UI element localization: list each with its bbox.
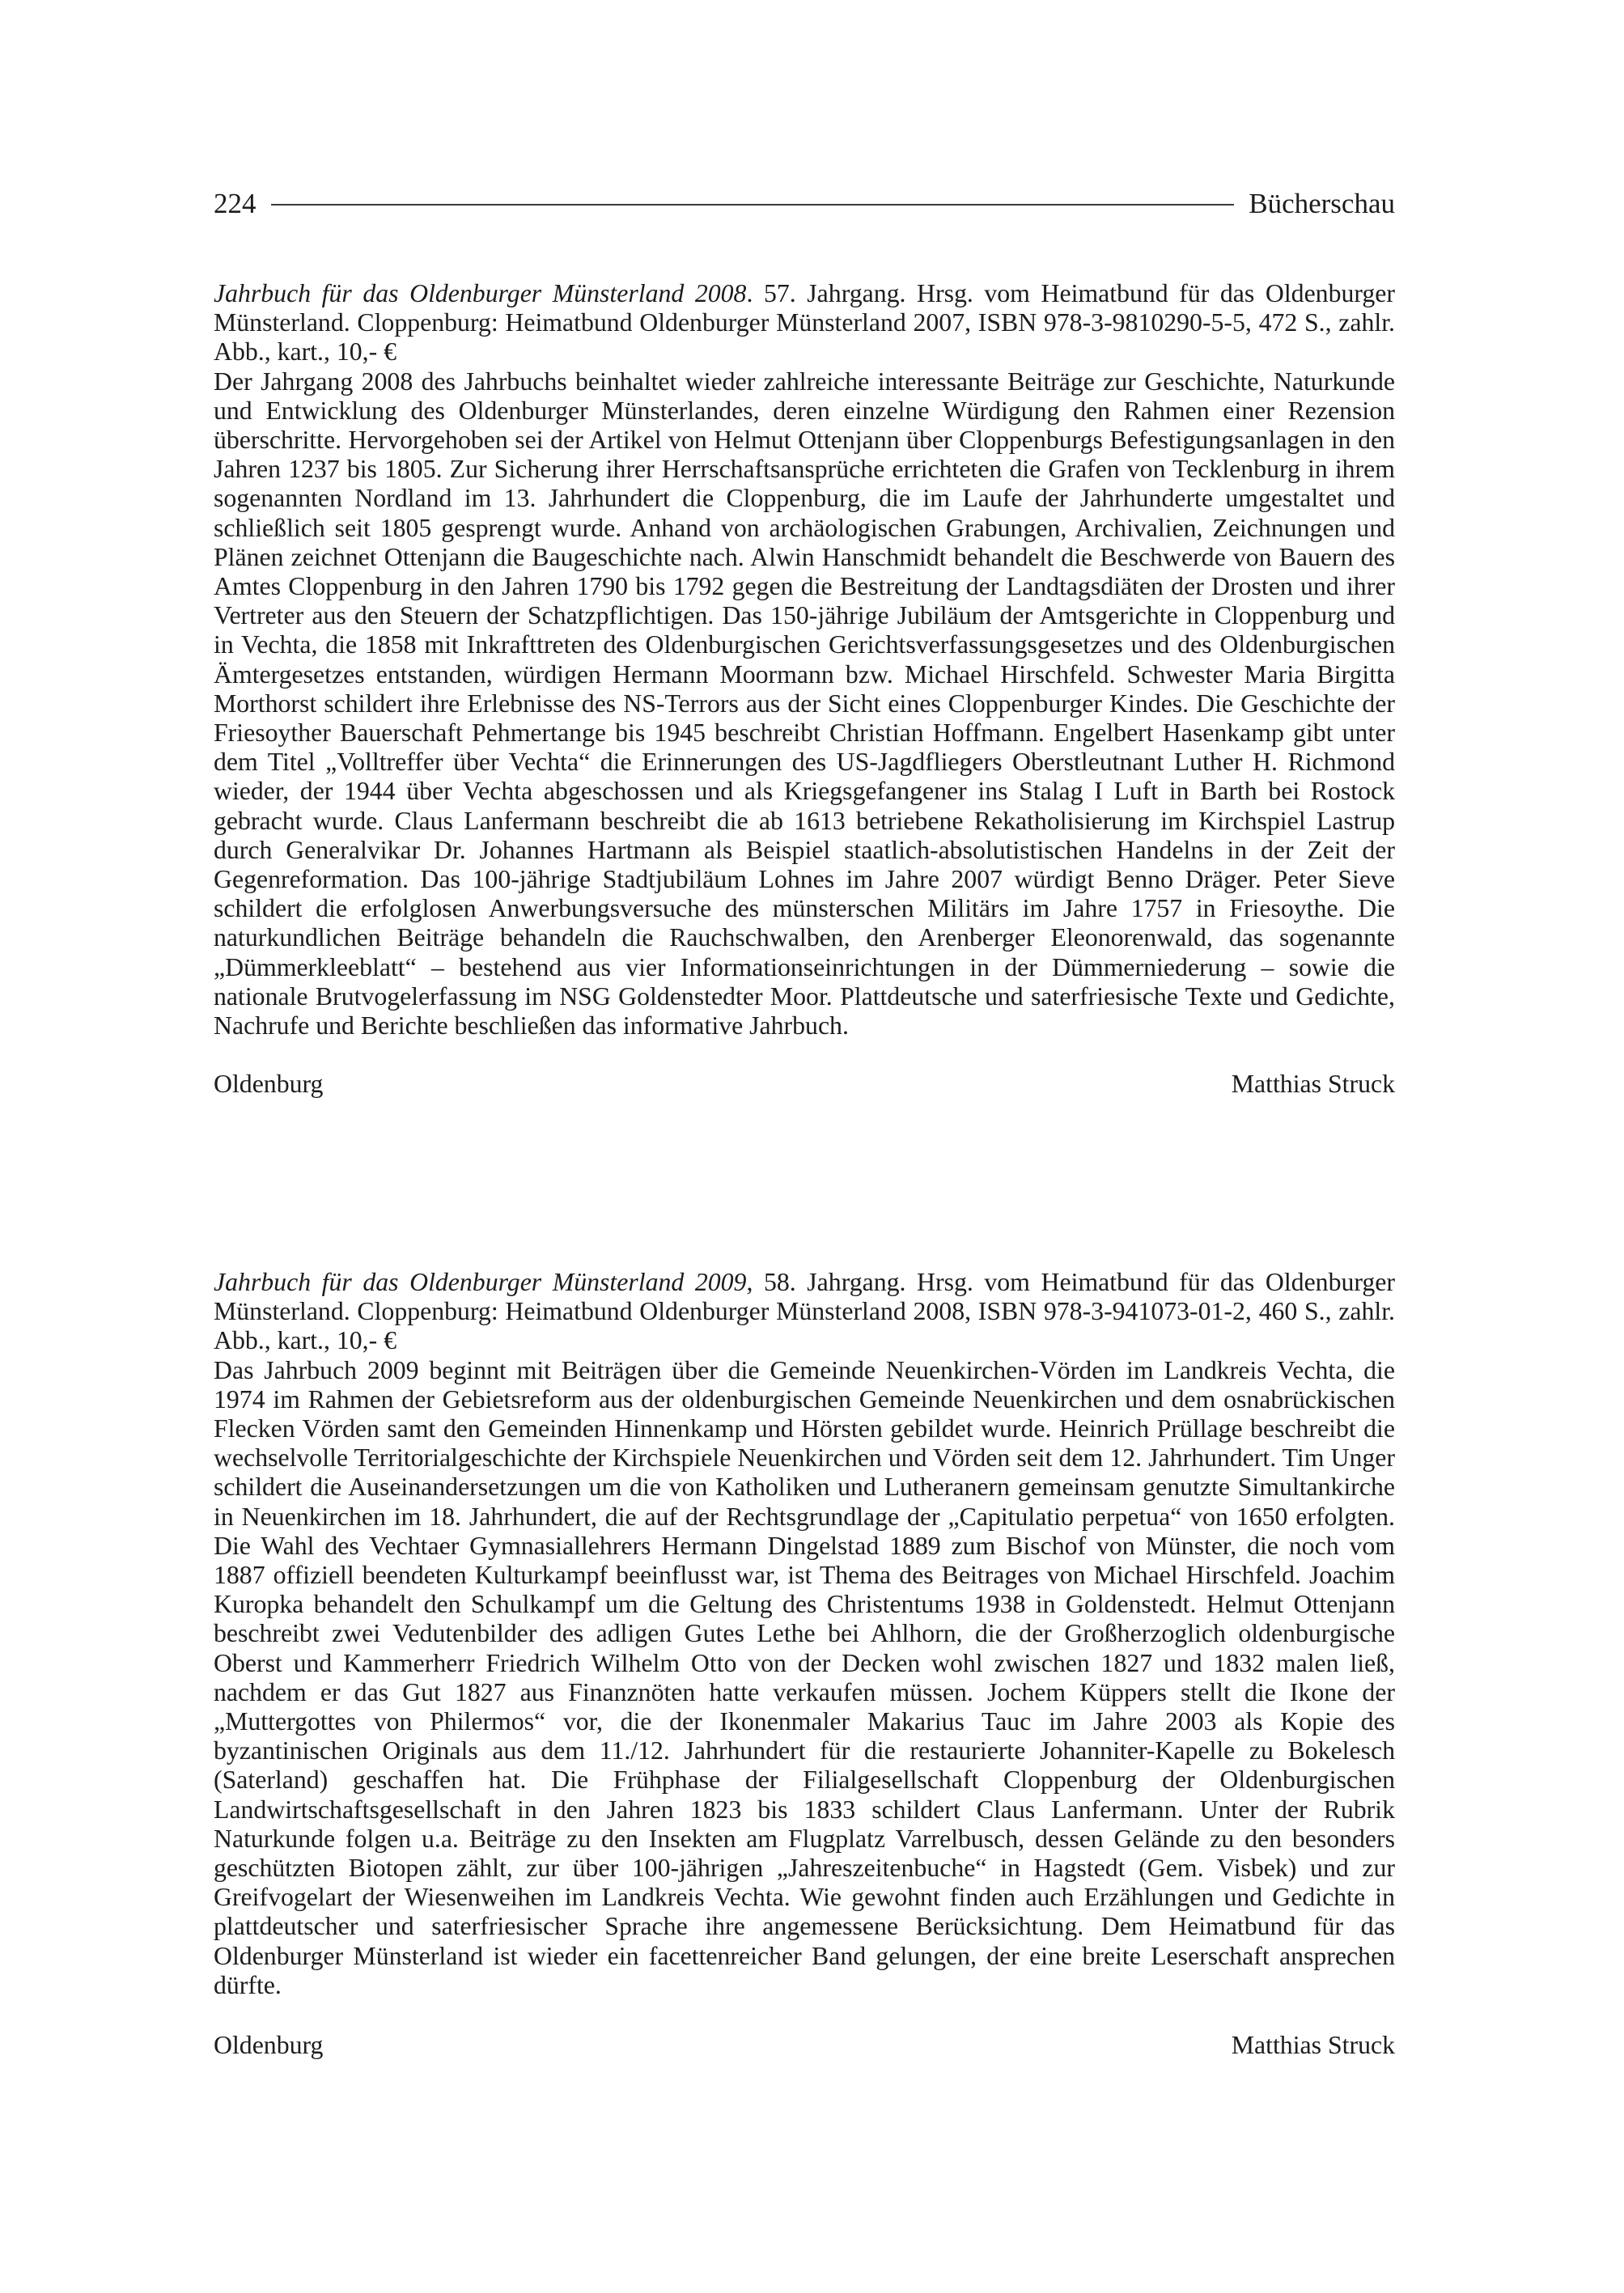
review-2008	[214, 279, 1395, 1099]
page-number: 224	[214, 188, 257, 219]
review-signature	[214, 2031, 1395, 2060]
book-title: Jahrbuch für das Oldenburger Münsterland 2008	[214, 279, 747, 307]
reviewer-place: Oldenburg	[214, 1070, 324, 1099]
section-title: Bücherschau	[1249, 188, 1395, 219]
reviewer-name: Matthias Struck	[1231, 2031, 1395, 2060]
review-signature	[214, 1070, 1395, 1099]
reviewer-place: Oldenburg	[214, 2031, 324, 2060]
review-citation	[214, 1268, 1395, 1356]
book-title: Jahrbuch für das Oldenburger Münsterland 2009	[214, 1268, 747, 1296]
running-head	[214, 183, 1395, 225]
bibliographic-details: , 58. Jahrgang. Hrsg. vom Heimatbund für das Oldenburger Münsterland. Cloppenburg: Heimatbund Oldenburger Münsterland 2008, ISBN 978-3-941073-01-2, 460 S., zahlr. Abb., kart., 10,- €	[214, 1268, 1395, 1355]
bibliographic-details: . 57. Jahrgang. Hrsg. vom Heimatbund für das Oldenburger Münsterland. Cloppenburg: Heimatbund Oldenburger Münsterland 2007, ISBN 978-3-9810290-5-5, 472 S., zahlr. Abb., kart., 10,- €	[214, 279, 1395, 367]
review-citation	[214, 279, 1395, 367]
review-body: Das Jahrbuch 2009 beginnt mit Beiträgen über die Gemeinde Neuenkirchen-Vörden im Landkreis Vechta, die 1974 im Rahmen der Gebietsreform aus der oldenburgischen Gemeinde Neuenkirchen und dem osnabrückischen Flecken Vörden samt den Gemeinden Hinnenkamp und Hörsten gebildet wurde. Heinrich Prüllage beschreibt die wechselvolle Territorialgeschichte der Kirchspiele Neuenkirchen und Vörden seit dem 12. Jahrhundert. Tim Unger schildert die Auseinandersetzungen um die von Katholiken und Lutheranern gemeinsam genutzte Simultankirche in Neuenkirchen im 18. Jahrhundert, die auf der Rechtsgrundlage der „Capitulatio perpetua“ von 1650 erfolgten. Die Wahl des Vechtaer Gymnasiallehrers Hermann Dingelstad 1889 zum Bischof von Münster, die noch vom 1887 offiziell beendeten Kulturkampf beeinflusst war, ist Thema des Beitrages von Michael Hirschfeld. Joachim Kuropka behandelt den Schulkampf um die Geltung des Christentums 1938 in Goldenstedt. Helmut Ottenjann beschreibt zwei Vedutenbilder des adligen Gutes Lethe bei Ahlhorn, die der Großherzoglich oldenburgische Oberst und Kammerherr Friedrich Wilhelm Otto von der Decken wohl zwischen 1827 und 1832 malen ließ, nachdem er das Gut 1827 aus Finanznöten hatte verkaufen müssen. Jochem Küppers stellt die Ikone der „Muttergottes von Philermos“ vor, die der Ikonenmaler Makarius Tauc im Jahre 2003 als Kopie des byzantinischen Originals aus dem 11./12. Jahrhundert für die restaurierte Johanniter-Kapelle zu Bokelesch (Saterland) geschaffen hat. Die Frühphase der Filialgesellschaft Cloppenburg der Oldenburgischen Landwirtschaftsgesellschaft in den Jahren 1823 bis 1833 schildert Claus Lanfermann. Unter der Rubrik Naturkunde folgen u.a. Beiträge zu den Insekten am Flugplatz Varrelbusch, dessen Gelände zu den besonders geschützten Biotopen zählt, zur über 100-jährigen „Jahreszeitenbuche“ in Hagstedt (Gem. Visbek) und zur Greifvogelart der Wiesenweihen im Landkreis Vechta. Wie gewohnt finden auch Erzählungen und Gedichte in plattdeutscher und saterfriesischer Sprache ihre angemessene Berücksichtung. Dem Heimatbund für das Oldenburger Münsterland ist wieder ein facettenreicher Band gelungen, der eine breite Leserschaft ansprechen dürfte.	[214, 1355, 1395, 1999]
reviewer-name: Matthias Struck	[1231, 1070, 1395, 1099]
review-2009	[214, 1268, 1395, 2060]
header-rule	[271, 204, 1235, 206]
review-body: Der Jahrgang 2008 des Jahrbuchs beinhaltet wieder zahlreiche interessante Beiträge zur Geschichte, Naturkunde und Entwicklung des Oldenburger Münsterlandes, deren einzelne Würdigung den Rahmen einer Rezension überschritte. Hervorgehoben sei der Artikel von Helmut Ottenjann über Cloppenburgs Befestigungsanlagen in den Jahren 1237 bis 1805. Zur Sicherung ihrer Herrschaftsansprüche errichteten die Grafen von Tecklenburg in ihrem sogenannten Nordland im 13. Jahrhundert die Cloppenburg, die im Laufe der Jahrhunderte umgestaltet und schließlich seit 1805 gesprengt wurde. Anhand von archäologischen Grabungen, Archivalien, Zeichnungen und Plänen zeichnet Ottenjann die Baugeschichte nach. Alwin Hanschmidt behandelt die Beschwerde von Bauern des Amtes Cloppenburg in den Jahren 1790 bis 1792 gegen die Bestreitung der Landtagsdiäten der Drosten und ihrer Vertreter aus den Steuern der Schatzpflichtigen. Das 150-jährige Jubiläum der Amtsgerichte in Cloppenburg und in Vechta, die 1858 mit Inkrafttreten des Oldenburgischen Gerichtsverfassungsgesetzes und des Oldenburgischen Ämtergesetzes entstanden, würdigen Hermann Moormann bzw. Michael Hirschfeld. Schwester Maria Birgitta Morthorst schildert ihre Erlebnisse des NS-Terrors aus der Sicht eines Cloppenburger Kindes. Die Geschichte der Friesoyther Bauerschaft Pehmertange bis 1945 beschreibt Christian Hoffmann. Engelbert Hasenkamp gibt unter dem Titel „Volltreffer über Vechta“ die Erinnerungen des US-Jagdfliegers Oberstleutnant Luther H. Richmond wieder, der 1944 über Vechta abgeschossen und als Kriegsgefangener ins Stalag I Luft in Barth bei Rostock gebracht wurde. Claus Lanfermann beschreibt die ab 1613 betriebene Rekatholisierung im Kirchspiel Lastrup durch Generalvikar Dr. Johannes Hartmann als Beispiel staatlich-absolutistischen Handelns in der Zeit der Gegenreformation. Das 100-jährige Stadtjubiläum Lohnes im Jahre 2007 würdigt Benno Dräger. Peter Sieve schildert die erfolglosen Anwerbungsversuche des münsterschen Militärs im Jahre 1757 in Friesoythe. Die naturkundlichen Beiträge behandeln die Rauchschwalben, den Arenberger Eleonorenwald, das sogenannte „Dümmerkleeblatt“ – bestehend aus vier Informationseinrichtungen in der Dümmerniederung – sowie die nationale Brutvogelerfassung im NSG Goldenstedter Moor. Plattdeutsche und saterfriesische Texte und Gedichte, Nachrufe und Berichte beschließen das informative Jahrbuch.	[214, 367, 1395, 1041]
